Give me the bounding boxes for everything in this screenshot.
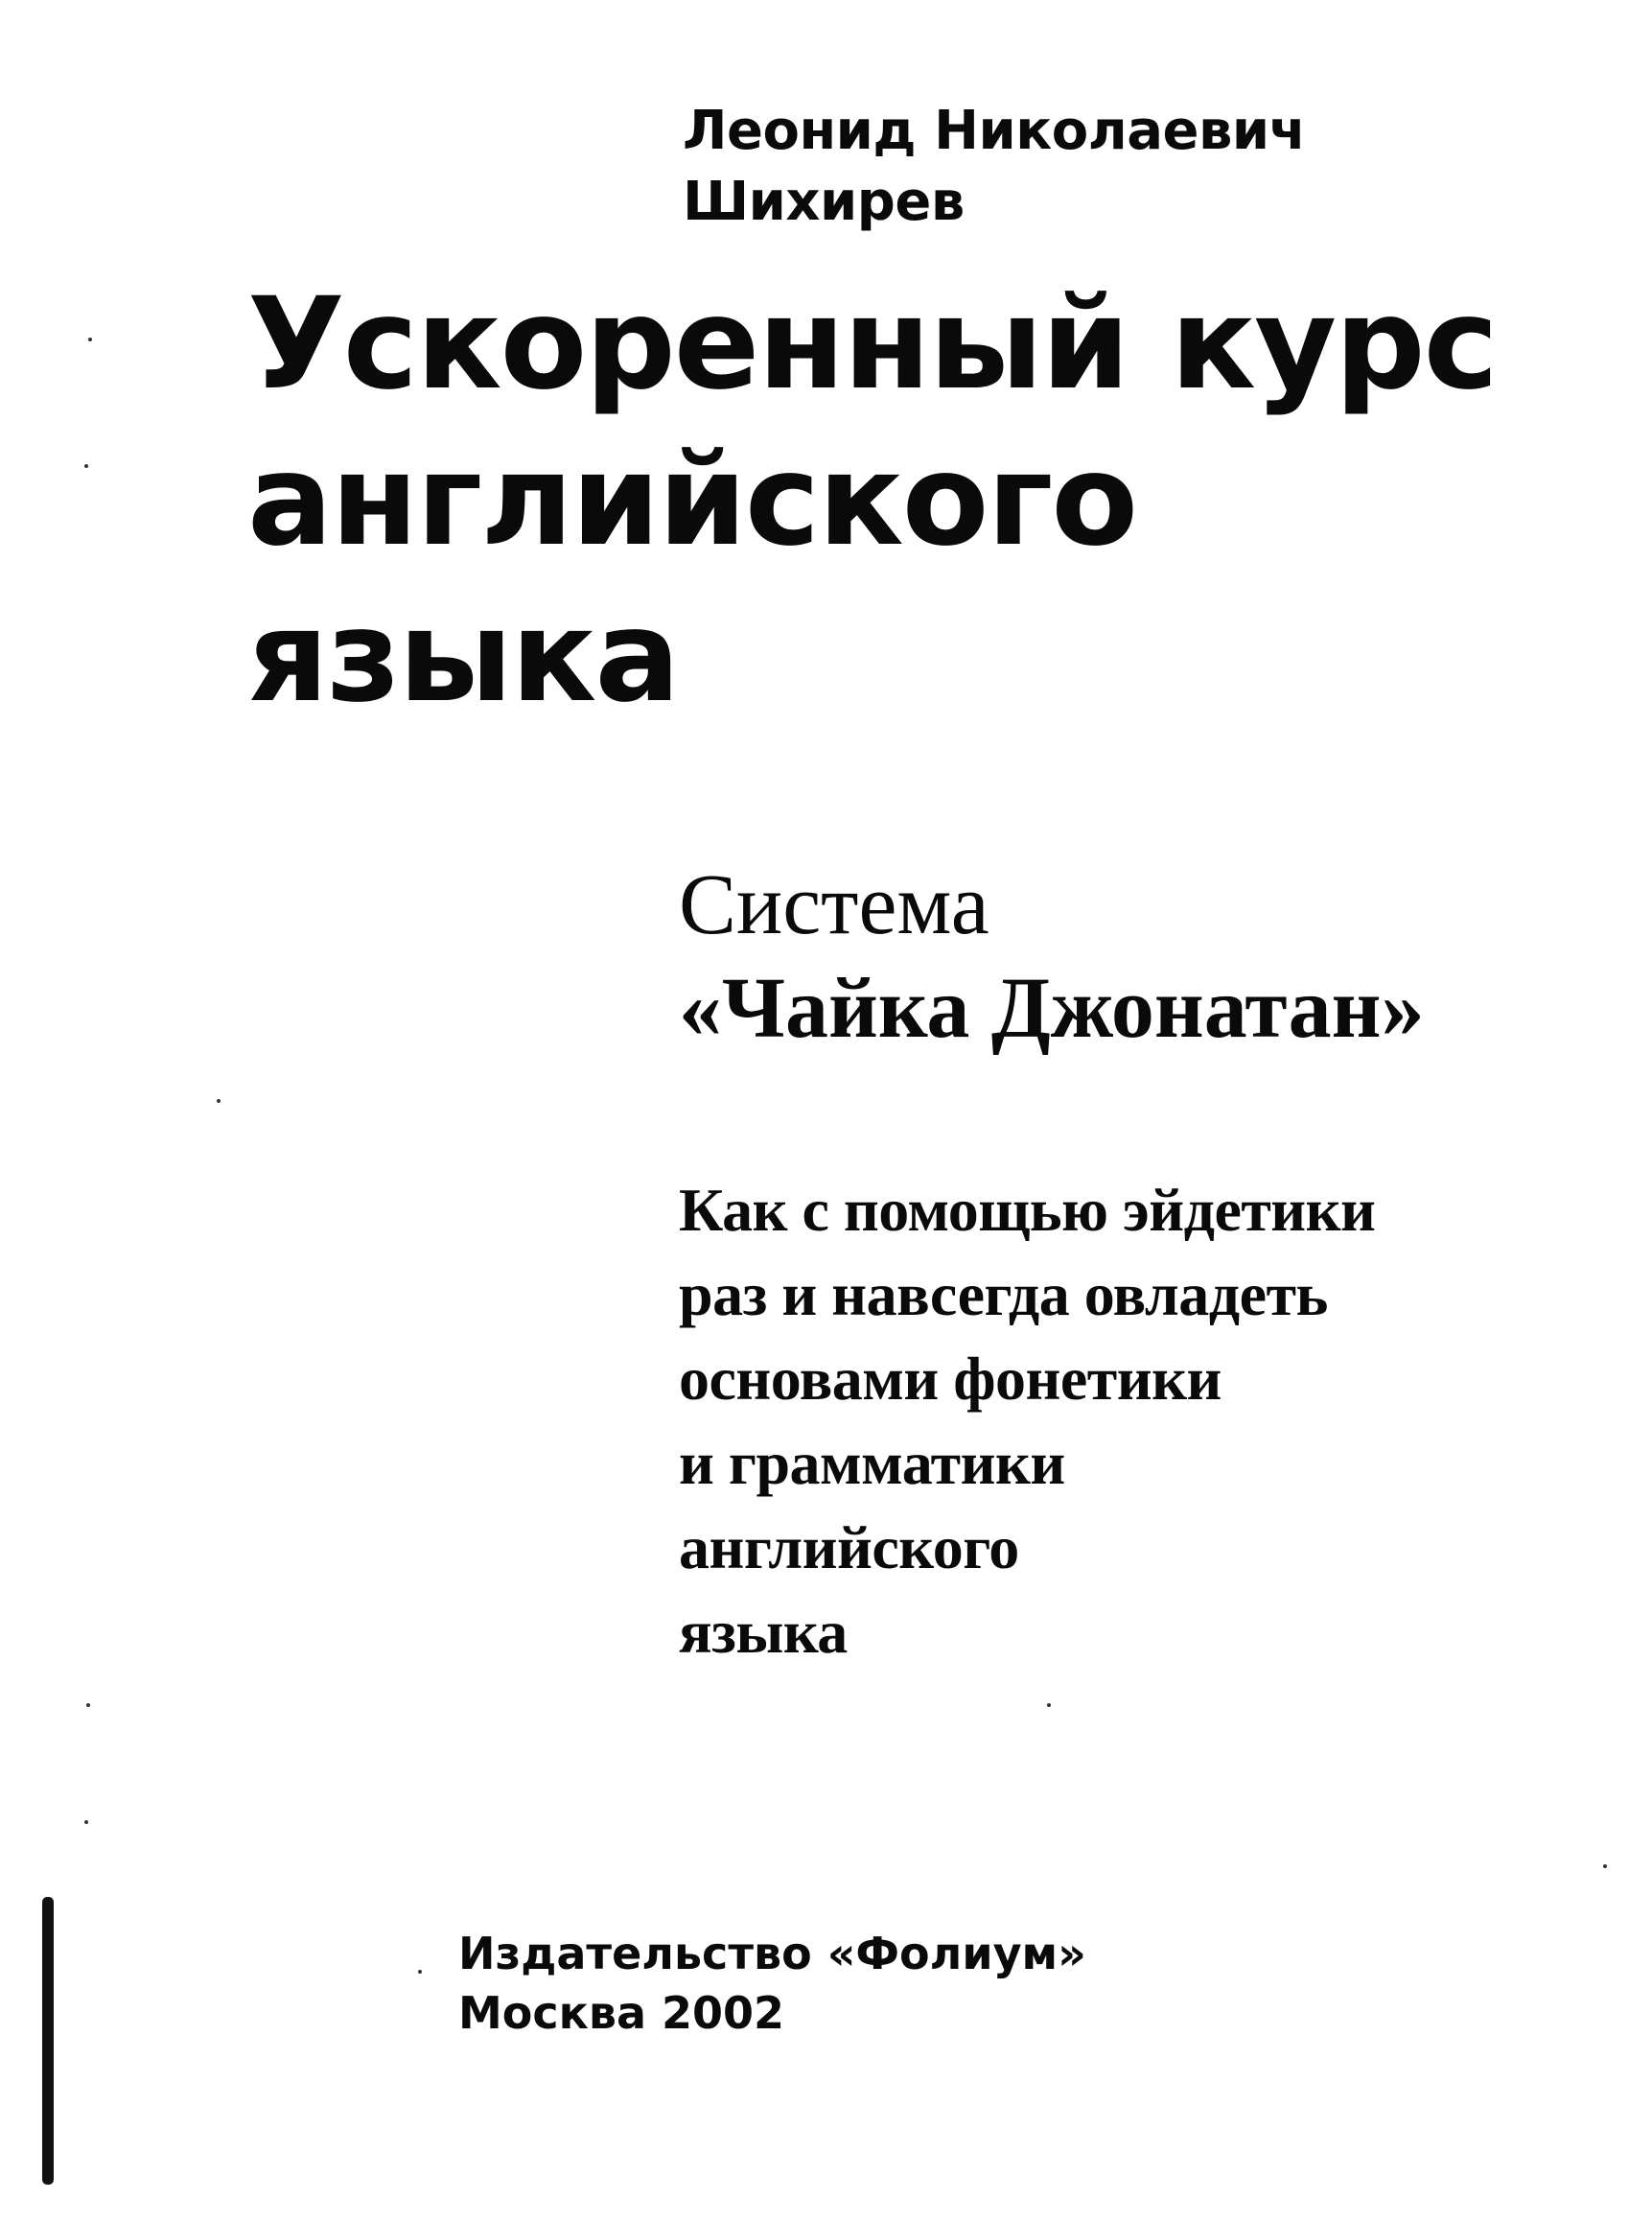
subtitle-line: основами фонетики — [679, 1345, 1222, 1413]
author-first-names: Леонид Николаевич — [683, 100, 1306, 162]
scan-speck — [84, 464, 88, 468]
book-title-line-2: английского — [247, 427, 1137, 574]
scan-speck — [86, 1703, 90, 1707]
publisher-imprint — [458, 1924, 1086, 2043]
author-surname: Шихирев — [683, 171, 965, 233]
subtitle-line: английского — [679, 1513, 1019, 1581]
scan-edge-mark — [42, 1897, 54, 2185]
scan-speck — [84, 1820, 88, 1824]
book-subtitle — [679, 1168, 1375, 1674]
book-title-line-1: Ускоренный курс — [247, 270, 1497, 418]
author-name — [683, 96, 1306, 238]
subtitle-line: и грамматики — [679, 1429, 1065, 1497]
book-title — [247, 267, 1497, 736]
scan-speck — [88, 338, 92, 341]
subtitle-line: языка — [679, 1598, 848, 1666]
system-heading — [679, 854, 1425, 1061]
scan-speck — [1603, 1864, 1607, 1868]
scan-speck — [217, 1099, 221, 1103]
system-label: Система — [679, 857, 989, 952]
book-title-line-3: языка — [247, 583, 679, 731]
publisher-name: Издательство «Фолиум» — [458, 1928, 1086, 1979]
publisher-city-year: Москва 2002 — [458, 1987, 785, 2039]
system-name: «Чайка Джонатан» — [679, 961, 1425, 1056]
scan-speck — [1047, 1703, 1051, 1707]
subtitle-line: Как с помощью эйдетики — [679, 1176, 1376, 1244]
scan-speck — [418, 1970, 422, 1974]
subtitle-line: раз и навсегда овладеть — [679, 1260, 1328, 1328]
